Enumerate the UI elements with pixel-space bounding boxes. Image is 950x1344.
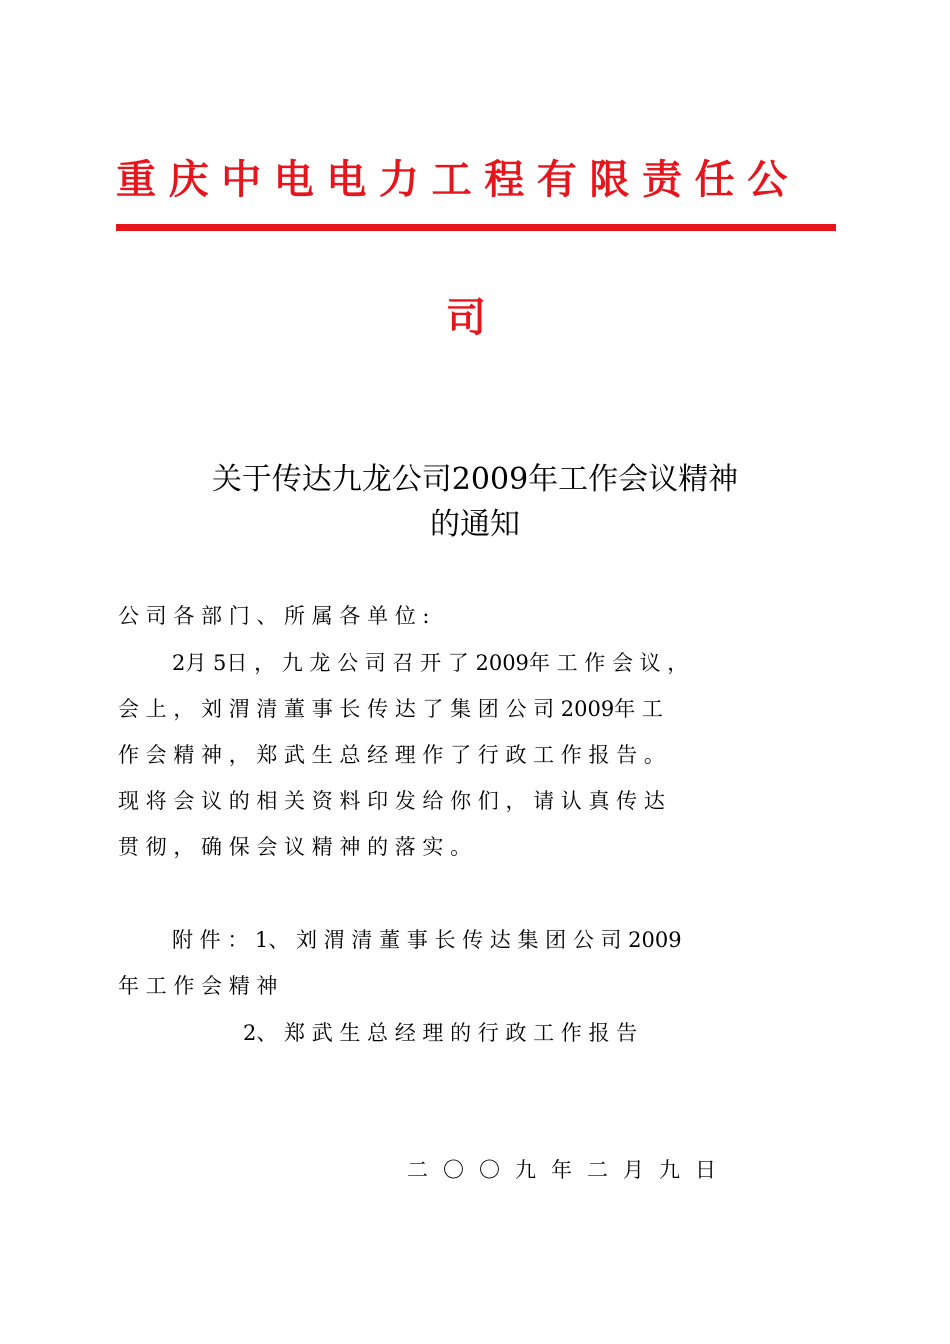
attachment-line: 年 工 作 会 精 神 bbox=[118, 974, 278, 998]
paragraph-line: 作 会 精 神 ， 郑 武 生 总 经 理 作 了 行 政 工 作 报 告 。 bbox=[118, 743, 665, 767]
paragraph-line: 现 将 会 议 的 相 关 资 料 印 发 给 你 们 ， 请 认 真 传 达 bbox=[118, 789, 665, 813]
letterhead-company-name-continued: 司 bbox=[446, 295, 486, 341]
attachment-line: 附 件 ： 1、 刘 渭 清 董 事 长 传 达 集 团 公 司 2009 bbox=[172, 928, 682, 952]
attachment-line: 2、 郑 武 生 总 经 理 的 行 政 工 作 报 告 bbox=[243, 1021, 638, 1045]
letterhead-red-rule bbox=[116, 224, 836, 231]
paragraph-line: 贯 彻 ， 确 保 会 议 精 神 的 落 实 。 bbox=[118, 835, 472, 859]
salutation: 公 司 各 部 门 、 所 属 各 单 位 : bbox=[118, 604, 430, 628]
letterhead-company-name: 重庆中电电力工程有限责任公 bbox=[116, 157, 800, 203]
notice-title-line1: 关于传达九龙公司2009年工作会议精神 bbox=[211, 462, 739, 497]
notice-title-line2: 的通知 bbox=[430, 507, 520, 542]
paragraph-line: 2月 5日 ， 九 龙 公 司 召 开 了 2009年 工 作 会 议 ， bbox=[172, 651, 689, 675]
paragraph-line: 会 上 ， 刘 渭 清 董 事 长 传 达 了 集 团 公 司 2009年 工 bbox=[118, 697, 663, 721]
issue-date: 二〇〇九年二月九日 bbox=[407, 1158, 731, 1182]
